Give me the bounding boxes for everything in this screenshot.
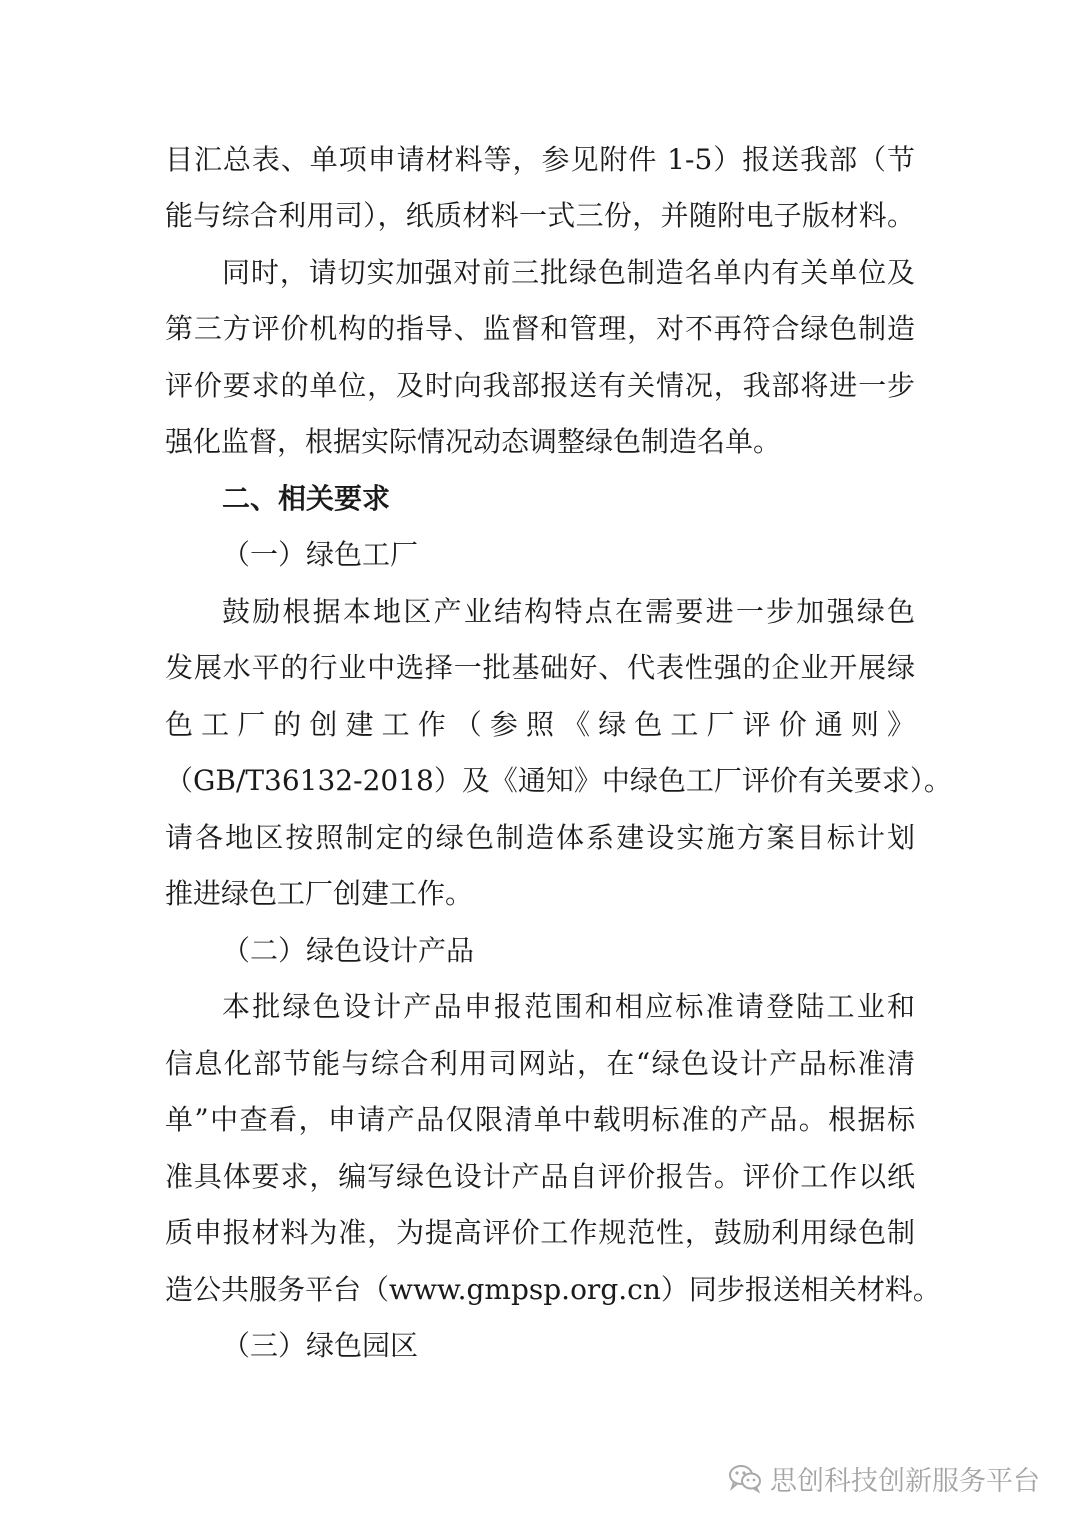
- paragraph-line: 单”中查看，申请产品仅限清单中载明标准的产品。根据标: [165, 1103, 915, 1136]
- paragraph-line: 第三方评价机构的指导、监督和管理，对不再符合绿色制造: [165, 312, 915, 345]
- section-heading: 二、相关要求: [222, 482, 391, 515]
- paragraph-line: 推进绿色工厂创建工作。: [165, 877, 474, 910]
- paragraph-line: （GB/T36132-2018）及《通知》中绿色工厂评价有关要求）。: [165, 764, 952, 797]
- paragraph-line: 能与综合利用司），纸质材料一式三份，并随附电子版材料。: [165, 199, 915, 232]
- paragraph-line: 色工厂的创建工作（参照《绿色工厂评价通则》: [165, 708, 915, 741]
- paragraph-line: 发展水平的行业中选择一批基础好、代表性强的企业开展绿: [165, 651, 915, 684]
- wechat-icon: [728, 1463, 762, 1493]
- paragraph-line: 本批绿色设计产品申报范围和相应标准请登陆工业和: [222, 990, 915, 1023]
- paragraph-line: 请各地区按照制定的绿色制造体系建设实施方案目标计划: [165, 821, 915, 854]
- paragraph-line: 准具体要求，编写绿色设计产品自评价报告。评价工作以纸: [165, 1160, 915, 1193]
- paragraph-line: 质申报材料为准，为提高评价工作规范性，鼓励利用绿色制: [165, 1216, 915, 1249]
- watermark: [728, 1458, 1040, 1498]
- paragraph-line: 目汇总表、单项申请材料等，参见附件 1-5）报送我部（节: [165, 143, 915, 176]
- paragraph-line: 造公共服务平台（www.gmpsp.org.cn）同步报送相关材料。: [165, 1273, 941, 1306]
- subsection-heading: （一）绿色工厂: [222, 538, 419, 571]
- subsection-heading: （二）绿色设计产品: [222, 934, 475, 967]
- paragraph-line: 评价要求的单位，及时向我部报送有关情况，我部将进一步: [165, 369, 915, 402]
- subsection-heading: （三）绿色园区: [222, 1329, 419, 1362]
- watermark-text: 思创科技创新服务平台: [770, 1465, 1040, 1497]
- paragraph-line: 强化监督，根据实际情况动态调整绿色制造名单。: [165, 425, 782, 458]
- paragraph-line: 信息化部节能与综合利用司网站，在“绿色设计产品标准清: [165, 1047, 915, 1080]
- paragraph-line: 同时，请切实加强对前三批绿色制造名单内有关单位及: [222, 256, 915, 289]
- paragraph-line: 鼓励根据本地区产业结构特点在需要进一步加强绿色: [222, 595, 915, 628]
